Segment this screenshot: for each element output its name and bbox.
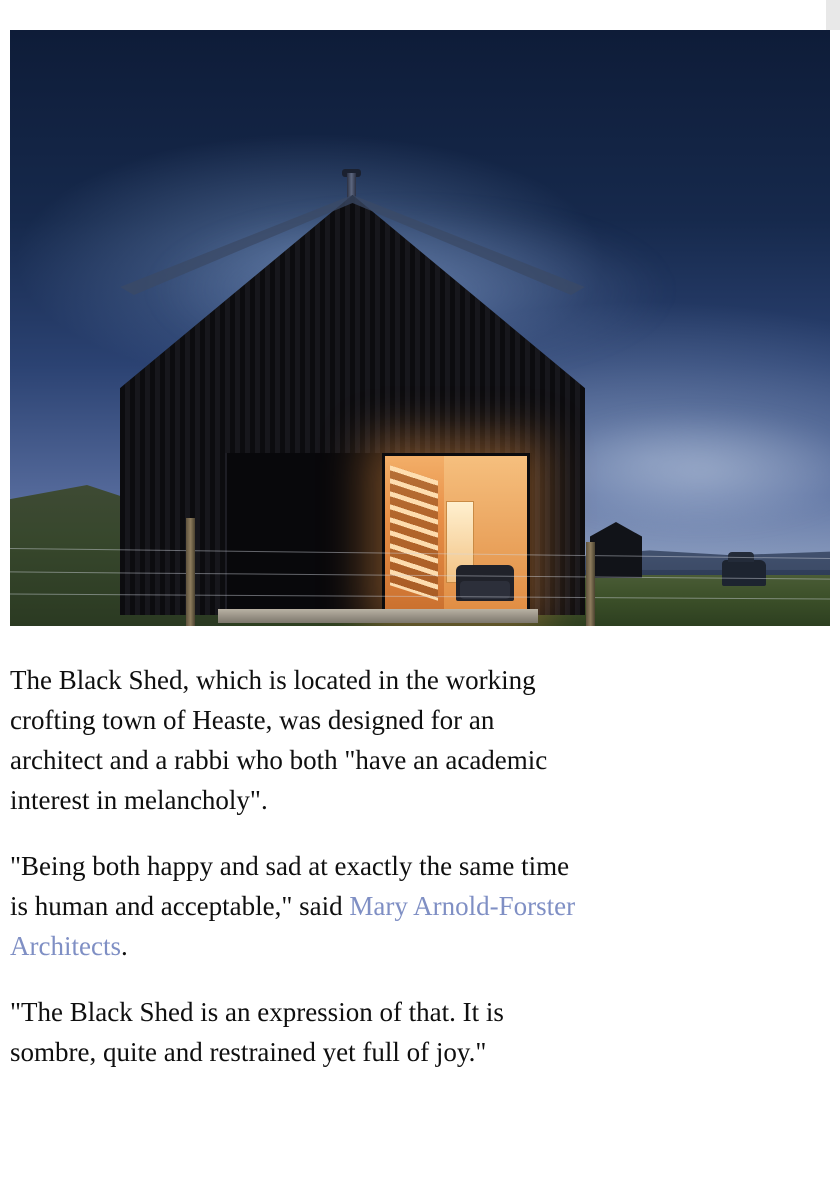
article-body — [10, 660, 590, 1072]
concrete-plinth — [218, 609, 538, 623]
paragraph-1: The Black Shed, which is located in the working crofting town of Heaste, was designed for an architect and a rabbi who both "have an academic interest in melancholy". — [10, 665, 548, 815]
architect-link[interactable]: Mary Arnold-Forster Architects — [10, 891, 576, 961]
fence-post — [586, 542, 595, 626]
fence-post — [186, 518, 195, 626]
paragraph-2 — [10, 846, 590, 966]
paragraph-2-lead-text: "Being both happy and sad at exactly the same time is human and acceptable," said — [10, 851, 570, 921]
paragraph-3: "The Black Shed is an expression of that. It is sombre, quite and restrained yet full of joy." — [10, 997, 504, 1067]
parked-car — [722, 560, 766, 586]
right-margin — [830, 30, 840, 1189]
paragraph-2-trailing-text: . — [120, 931, 128, 961]
article-hero-image — [10, 30, 830, 626]
page-edge-strip — [826, 0, 840, 30]
window-frame — [382, 453, 530, 615]
page-top-margin — [0, 0, 840, 30]
black-shed-photo-scene — [10, 30, 830, 626]
